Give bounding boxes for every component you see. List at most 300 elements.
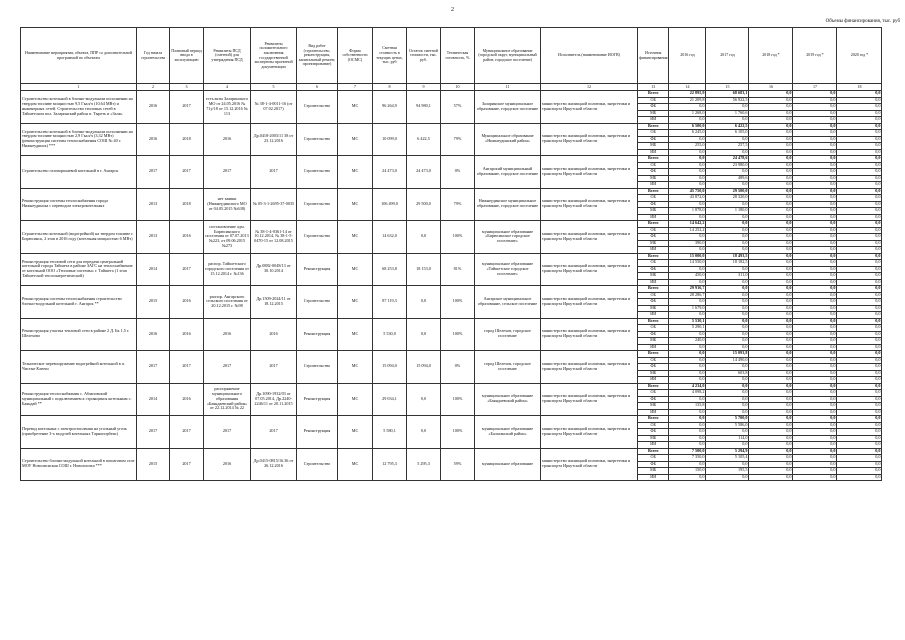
finance-value: 0,0 xyxy=(837,253,882,260)
finance-value: 0,0 xyxy=(669,351,706,358)
finance-value: 0,0 xyxy=(706,396,749,403)
finance-value: 0,0 xyxy=(669,149,706,156)
column-number: 6 xyxy=(297,84,338,91)
municipality: муниципальное образование «Балаганский район» xyxy=(475,416,541,449)
estimate-cost: 87 119,3 xyxy=(373,286,407,319)
executor: министерство жилищной политики, энергетики и транспорта Иркутской области xyxy=(541,383,638,416)
finance-value: 0,0 xyxy=(706,429,749,436)
column-number: 14 xyxy=(669,84,706,91)
executor: министерство жилищной политики, энергетики и транспорта Иркутской области xyxy=(541,188,638,221)
ownership-form: МС xyxy=(338,286,373,319)
finance-value: 0,0 xyxy=(749,123,793,130)
finance-value: 0,0 xyxy=(793,221,837,228)
column-number: 8 xyxy=(373,84,407,91)
finance-value: 0,0 xyxy=(793,461,837,468)
remaining-cost: 15 094,0 xyxy=(407,351,441,384)
finance-source: ФБ xyxy=(638,364,669,371)
start-year: 2015 xyxy=(137,448,170,481)
finance-value: 0,0 xyxy=(706,312,749,319)
finance-value: 0,0 xyxy=(706,104,749,111)
finance-value: 45 750,0 xyxy=(669,188,706,195)
finance-source: Всего xyxy=(638,318,669,325)
finance-value: 0,0 xyxy=(706,240,749,247)
finance-value: 0,0 xyxy=(793,396,837,403)
finance-value: 0,0 xyxy=(837,442,882,449)
finance-value: 0,0 xyxy=(837,266,882,273)
finance-value: 0,0 xyxy=(793,91,837,98)
finance-value: 0,0 xyxy=(749,325,793,332)
column-header: Реквизиты ПСД (сметной) для утверждения ПСД xyxy=(204,28,251,84)
psd-details: распор. Ангарского сельского поселения от 20.12.2015 г. №98 xyxy=(204,286,251,319)
finance-value: 0,0 xyxy=(669,422,706,429)
finance-source: ФБ xyxy=(638,331,669,338)
table-body xyxy=(21,91,882,481)
municipality: муниципальное образование «Баяндаевский район» xyxy=(475,383,541,416)
remaining-cost: 6 422,5 xyxy=(407,123,441,156)
finance-value: 114,0 xyxy=(706,435,749,442)
finance-value: 0,0 xyxy=(749,188,793,195)
finish-year: 2018 xyxy=(170,188,204,221)
estimate-cost: 24 473,0 xyxy=(373,156,407,189)
finance-value: 0,0 xyxy=(749,435,793,442)
finance-value: 0,0 xyxy=(837,409,882,416)
finance-value: 0,0 xyxy=(837,156,882,163)
finance-value: 0,0 xyxy=(837,97,882,104)
finance-value: 5 530,1 xyxy=(669,318,706,325)
psd-details: 2017 xyxy=(204,416,251,449)
finance-source: ФБ xyxy=(638,396,669,403)
finance-value: 0,0 xyxy=(793,305,837,312)
readiness: 0% xyxy=(441,156,475,189)
finance-value: 0,0 xyxy=(749,390,793,397)
finance-source: ИИ xyxy=(638,474,669,481)
finance-value: 0,0 xyxy=(749,117,793,124)
finance-value: 0,0 xyxy=(749,338,793,345)
finance-value: 0,0 xyxy=(793,123,837,130)
finance-value: 15 093,8 xyxy=(706,351,749,358)
work-type: Строительство xyxy=(297,123,338,156)
finish-year: 2016 xyxy=(170,221,204,254)
finance-value: 0,0 xyxy=(837,110,882,117)
finance-value: 0,0 xyxy=(669,117,706,124)
finish-year: 2017 xyxy=(170,416,204,449)
readiness: 100% xyxy=(441,416,475,449)
finance-value: 23 980,0 xyxy=(706,162,749,169)
finance-value: 0,0 xyxy=(749,429,793,436)
executor: министерство жилищной политики, энергетики и транспорта Иркутской области xyxy=(541,221,638,254)
finance-source: МБ xyxy=(638,338,669,345)
finance-value: 0,0 xyxy=(749,169,793,176)
ownership-form: МС xyxy=(338,318,373,351)
finance-value: 0,0 xyxy=(749,136,793,143)
finance-value: 68 683,1 xyxy=(706,91,749,98)
start-year: 2015 xyxy=(137,286,170,319)
finance-value: 0,0 xyxy=(837,390,882,397)
finance-value: 0,0 xyxy=(793,214,837,221)
project-name: Реконструкция теплоснабжения с. Абзаповский муниципальный с подключением к строящимся котельным с. Баяндай ** xyxy=(21,383,137,416)
finance-value: 0,0 xyxy=(706,409,749,416)
finance-value: 0,0 xyxy=(793,403,837,410)
psd-details: распор. Тайшетского городского поселения от 15.12.2014 г. №136 xyxy=(204,253,251,286)
finance-value: 14 550,0 xyxy=(669,260,706,267)
readiness: 0% xyxy=(441,351,475,384)
finish-year: 2017 xyxy=(170,448,204,481)
municipality: Ангарское муниципальное образование, сельское поселение xyxy=(475,286,541,319)
finance-value: 0,0 xyxy=(749,234,793,241)
work-type: Реконструкция xyxy=(297,383,338,416)
finance-value: 1 878,0 xyxy=(669,208,706,215)
finance-value: 0,0 xyxy=(749,240,793,247)
project-name: Реконструкция участка тепловой сети в районе 2 Д. Бк 1,5 г. Шелехово xyxy=(21,318,137,351)
column-header: Плановый период ввода в эксплуатацию xyxy=(170,28,204,84)
finance-value: 6 105,0 xyxy=(706,130,749,137)
column-number: 9 xyxy=(407,84,441,91)
finance-value: 0,0 xyxy=(749,201,793,208)
finance-value: 5 105,4 xyxy=(706,455,749,462)
estimate-cost: 106 499,0 xyxy=(373,188,407,221)
finance-value: 0,0 xyxy=(793,162,837,169)
finance-value: 0,0 xyxy=(749,143,793,150)
finance-value: 0,0 xyxy=(669,247,706,254)
finance-value: 0,0 xyxy=(837,188,882,195)
finance-value: 1 760,6 xyxy=(706,110,749,117)
finance-value: 0,0 xyxy=(749,208,793,215)
expertise-details: Др.0418-2003/11 38 от 23.12.2016 xyxy=(251,123,297,156)
finance-value: 0,0 xyxy=(749,253,793,260)
finance-value: 0,0 xyxy=(669,201,706,208)
finance-value: 0,0 xyxy=(793,474,837,481)
work-type: Реконструкция xyxy=(297,318,338,351)
finance-source: ОБ xyxy=(638,422,669,429)
finance-value: 0,0 xyxy=(793,422,837,429)
finance-value: 0,0 xyxy=(706,292,749,299)
start-year: 2014 xyxy=(137,383,170,416)
finance-value: 0,0 xyxy=(669,461,706,468)
finance-value: 0,0 xyxy=(837,377,882,384)
finance-value: 0,0 xyxy=(837,162,882,169)
finance-value: 0,0 xyxy=(837,331,882,338)
municipality: Заларинское муниципальное образование, городское поселение xyxy=(475,91,541,124)
finance-source: Всего xyxy=(638,383,669,390)
finance-value: 0,0 xyxy=(749,383,793,390)
finance-value: 5 586,0 xyxy=(706,422,749,429)
finance-value: 0,0 xyxy=(837,130,882,137)
remaining-cost: 24 473,0 xyxy=(407,156,441,189)
finance-value: 0,0 xyxy=(749,156,793,163)
finance-value: 0,0 xyxy=(669,364,706,371)
finance-source: Всего xyxy=(638,221,669,228)
start-year: 2013 xyxy=(137,188,170,221)
finance-value: 0,0 xyxy=(793,110,837,117)
finance-value: 0,0 xyxy=(793,279,837,286)
finance-source: ФБ xyxy=(638,429,669,436)
finance-source: ФБ xyxy=(638,266,669,273)
finance-value: 257,5 xyxy=(706,143,749,150)
start-year: 2016 xyxy=(137,123,170,156)
ownership-form: МС xyxy=(338,383,373,416)
finance-value: 0,0 xyxy=(706,247,749,254)
finance-value: 0,0 xyxy=(749,292,793,299)
finance-value: 7 350,0 xyxy=(669,455,706,462)
finance-value: 18 493,5 xyxy=(706,253,749,260)
finance-value: 0,0 xyxy=(837,149,882,156)
work-type: Строительство xyxy=(297,188,338,221)
finance-value: 0,0 xyxy=(793,195,837,202)
estimate-cost: 96 264,9 xyxy=(373,91,407,124)
finance-value: 0,0 xyxy=(669,377,706,384)
readiness: 100% xyxy=(441,318,475,351)
finance-value: 0,0 xyxy=(749,305,793,312)
executor: министерство жилищной политики, энергетики и транспорта Иркутской области xyxy=(541,253,638,286)
municipality: город Шелехов, городское поселение xyxy=(475,351,541,384)
finance-source: ИИ xyxy=(638,149,669,156)
finance-source: МБ xyxy=(638,240,669,247)
project-name: Реконструкция системы теплоснабжения города Нижнеудинска с переводом электрокотельных xyxy=(21,188,137,221)
finance-source: ИИ xyxy=(638,344,669,351)
finance-value: 0,0 xyxy=(706,182,749,189)
finance-value: 0,0 xyxy=(793,188,837,195)
readiness: 79% xyxy=(441,188,475,221)
project-name: Строительство котельной (водогрейной) на твердом топливе г. Бирюсинск, 2 этап в 2016 году (котельная мощностью 6 МВт) xyxy=(21,221,137,254)
executor: министерство жилищной политики, энергетики и транспорта Иркутской области xyxy=(541,156,638,189)
readiness: 100% xyxy=(441,221,475,254)
finance-value: 0,0 xyxy=(793,253,837,260)
municipality: Муниципальное образование «Нижнеудинский район» xyxy=(475,123,541,156)
remaining-cost: 18 153,0 xyxy=(407,253,441,286)
psd-details: 2017 xyxy=(204,156,251,189)
ownership-form: МС xyxy=(338,156,373,189)
finance-value: 0,0 xyxy=(837,273,882,280)
finance-value: 0,0 xyxy=(837,175,882,182)
psd-details: 2016 xyxy=(204,318,251,351)
remaining-cost: 5 295,3 xyxy=(407,448,441,481)
finance-value: 5 294,9 xyxy=(706,448,749,455)
work-type: Строительство xyxy=(297,448,338,481)
column-header: Источник финансирования xyxy=(638,28,669,84)
finance-value: 24 478,6 xyxy=(706,156,749,163)
remaining-cost: 0,0 xyxy=(407,383,441,416)
finance-value: 0,0 xyxy=(793,234,837,241)
finance-value: 0,0 xyxy=(706,325,749,332)
finance-value: 0,0 xyxy=(706,117,749,124)
finance-source: ИИ xyxy=(638,409,669,416)
readiness: 59% xyxy=(441,448,475,481)
finance-value: 0,0 xyxy=(749,331,793,338)
finance-value: 0,0 xyxy=(749,195,793,202)
start-year: 2016 xyxy=(137,318,170,351)
finance-value: 0,0 xyxy=(837,227,882,234)
finance-value: 0,0 xyxy=(749,448,793,455)
finance-value: 0,0 xyxy=(793,416,837,423)
finance-value: 0,0 xyxy=(706,214,749,221)
finance-value: 240,0 xyxy=(669,338,706,345)
column-number: 15 xyxy=(706,84,749,91)
finance-value: 0,0 xyxy=(793,201,837,208)
finance-value: 0,0 xyxy=(669,357,706,364)
finance-value: 0,0 xyxy=(793,370,837,377)
finance-source: МБ xyxy=(638,208,669,215)
executor: министерство жилищной политики, энергетики и транспорта Иркутской области xyxy=(541,318,638,351)
finance-value: 4 234,0 xyxy=(669,383,706,390)
finance-value: 0,0 xyxy=(749,104,793,111)
program-table xyxy=(20,27,882,481)
finance-value: 0,0 xyxy=(669,344,706,351)
column-number: 5 xyxy=(251,84,297,91)
finance-value: 7 500,0 xyxy=(669,448,706,455)
work-type: Строительство xyxy=(297,156,338,189)
finance-value: 0,0 xyxy=(837,214,882,221)
finance-value: 0,0 xyxy=(837,247,882,254)
finance-value: 14 642,2 xyxy=(669,221,706,228)
finance-value: 603,8 xyxy=(706,370,749,377)
psd-details: распоряжение муниципального образования «Баяндаевский район» от 22.12.2014 № 22 xyxy=(204,383,251,416)
ownership-form: МС xyxy=(338,416,373,449)
finance-value: 0,0 xyxy=(837,403,882,410)
finance-value: 0,0 xyxy=(706,461,749,468)
finance-value: 0,0 xyxy=(793,351,837,358)
remaining-cost: 0,0 xyxy=(407,286,441,319)
finance-value: 6 500,0 xyxy=(669,123,706,130)
estimate-cost: 5 580,1 xyxy=(373,416,407,449)
finance-source: МБ xyxy=(638,468,669,475)
estimate-cost: 15 094,0 xyxy=(373,351,407,384)
finance-source: ОБ xyxy=(638,162,669,169)
psd-details: 2016 xyxy=(204,448,251,481)
finance-source: ИИ xyxy=(638,214,669,221)
finance-value: 0,0 xyxy=(793,149,837,156)
finance-value: 0,0 xyxy=(837,123,882,130)
finance-value: 0,0 xyxy=(837,260,882,267)
column-number-row xyxy=(21,84,882,91)
finance-value: 0,0 xyxy=(837,318,882,325)
expertise-details: Др.1090-1932/03 от 07.05.2014, Др.2240-2246/11 от 20.11.2015 xyxy=(251,383,297,416)
finance-value: 0,0 xyxy=(793,97,837,104)
finance-value: 0,0 xyxy=(837,143,882,150)
project-name: Строительство блочно-модульной котельной в пошаговом селе МОУ Новолисиская СОШ г. Новолисиха *** xyxy=(21,448,137,481)
finance-value: 0,0 xyxy=(669,169,706,176)
finance-source: Всего xyxy=(638,91,669,98)
municipality: муниципальное образование xyxy=(475,448,541,481)
finance-source: ФБ xyxy=(638,234,669,241)
finance-value: 0,0 xyxy=(793,136,837,143)
finance-value: 0,0 xyxy=(837,461,882,468)
estimate-cost: 12 795,3 xyxy=(373,448,407,481)
column-header: Сметная стоимость в текущих ценах, тыс. руб xyxy=(373,28,407,84)
finance-source: ОБ xyxy=(638,455,669,462)
expertise-details: Др.0415-0815/16.36 от 26.12.2016 xyxy=(251,448,297,481)
finance-source: МБ xyxy=(638,305,669,312)
readiness: 79% xyxy=(441,123,475,156)
column-header: 2018 год * xyxy=(749,28,793,84)
ownership-form: МС xyxy=(338,123,373,156)
finance-value: 0,0 xyxy=(749,286,793,293)
expertise-details: 2017 xyxy=(251,351,297,384)
column-header: 2016 год xyxy=(669,28,706,84)
finance-value: 0,0 xyxy=(793,468,837,475)
remaining-cost: 29 500,0 xyxy=(407,188,441,221)
finance-value: 0,0 xyxy=(669,435,706,442)
finance-value: 5 290,1 xyxy=(669,325,706,332)
finance-value: 0,0 xyxy=(837,325,882,332)
executor: министерство жилищной политики, энергетики и транспорта Иркутской области xyxy=(541,123,638,156)
finance-value: 0,0 xyxy=(793,240,837,247)
executor: министерство жилищной политики, энергетики и транспорта Иркутской области xyxy=(541,91,638,124)
finance-value: 29 500,0 xyxy=(706,188,749,195)
finance-value: 0,0 xyxy=(793,357,837,364)
column-number: 13 xyxy=(638,84,669,91)
finance-value: 0,0 xyxy=(793,286,837,293)
finance-source: Всего xyxy=(638,416,669,423)
finance-value: 0,0 xyxy=(793,338,837,345)
finance-source: ОБ xyxy=(638,357,669,364)
finance-source: ОБ xyxy=(638,325,669,332)
column-number: 2 xyxy=(137,84,170,91)
finance-source: МБ xyxy=(638,435,669,442)
finance-value: 0,0 xyxy=(793,299,837,306)
municipality: город Шелехов, городское поселение xyxy=(475,318,541,351)
finance-value: 0,0 xyxy=(837,136,882,143)
expertise-details: № 38-1-4-0011-16 (от 07.02.2017) xyxy=(251,91,297,124)
finance-value: 0,0 xyxy=(749,318,793,325)
finance-source: МБ xyxy=(638,403,669,410)
finance-value: 0,0 xyxy=(749,377,793,384)
finance-source: ИИ xyxy=(638,442,669,449)
finance-source: ФБ xyxy=(638,169,669,176)
start-year: 2017 xyxy=(137,416,170,449)
finance-value: 0,0 xyxy=(793,175,837,182)
finance-value: 0,0 xyxy=(669,299,706,306)
finance-value: 0,0 xyxy=(837,234,882,241)
finance-value: 0,0 xyxy=(749,247,793,254)
finance-value: 0,0 xyxy=(706,234,749,241)
finance-value: 0,0 xyxy=(749,396,793,403)
finance-value: 0,0 xyxy=(837,240,882,247)
finance-value: 1 180,0 xyxy=(706,208,749,215)
estimate-cost: 29 034,1 xyxy=(373,383,407,416)
finance-value: 489,6 xyxy=(706,175,749,182)
start-year: 2013 xyxy=(137,221,170,254)
finance-value: 0,0 xyxy=(837,448,882,455)
finance-value: 0,0 xyxy=(706,442,749,449)
municipality: Ангарский муниципальный образование, городское поселение xyxy=(475,156,541,189)
finance-value: 0,0 xyxy=(669,429,706,436)
finance-value: 0,0 xyxy=(837,104,882,111)
finance-value: 0,0 xyxy=(669,474,706,481)
executor: министерство жилищной политики, энергетики и транспорта Иркутской области xyxy=(541,416,638,449)
finance-value: 0,0 xyxy=(837,286,882,293)
column-header: Вид работ (строительство, реконструкция, капитальный ремонт, проектирование) xyxy=(297,28,338,84)
estimate-cost: 14 632,0 xyxy=(373,221,407,254)
column-number: 1 xyxy=(21,84,137,91)
column-header: Муниципальное образование (городской округ, муниципальный район, городское поселение) xyxy=(475,28,541,84)
finance-value: 0,0 xyxy=(793,390,837,397)
finance-value: 0,0 xyxy=(669,312,706,319)
project-name: Строительство котельной в блочно-модульном исполнении на твердом топливе мощностью 2,9 Гкал/ч (3,32 МВт) (реконструкция системы теплоснабжения СОШ № 40 г. Нижнеудинск) *** xyxy=(21,123,137,156)
finance-value: 0,0 xyxy=(749,175,793,182)
column-header: Наименование мероприятия, объекта, ППР со дополнительной программой по объектам xyxy=(21,28,137,84)
finance-value: 0,0 xyxy=(749,299,793,306)
finance-value: 0,0 xyxy=(749,97,793,104)
finance-value: 29 916,7 xyxy=(669,286,706,293)
finance-value: 0,0 xyxy=(749,370,793,377)
readiness: 100% xyxy=(441,286,475,319)
finance-source: МБ xyxy=(638,175,669,182)
municipality: муниципальное образование «Бирюсинское городское поселение» xyxy=(475,221,541,254)
finance-value: 0,0 xyxy=(837,117,882,124)
start-year: 2017 xyxy=(137,156,170,189)
start-year: 2014 xyxy=(137,253,170,286)
project-name: Техническое перевооружение водогрейной котельной в п. Чистые Ключи xyxy=(21,351,137,384)
